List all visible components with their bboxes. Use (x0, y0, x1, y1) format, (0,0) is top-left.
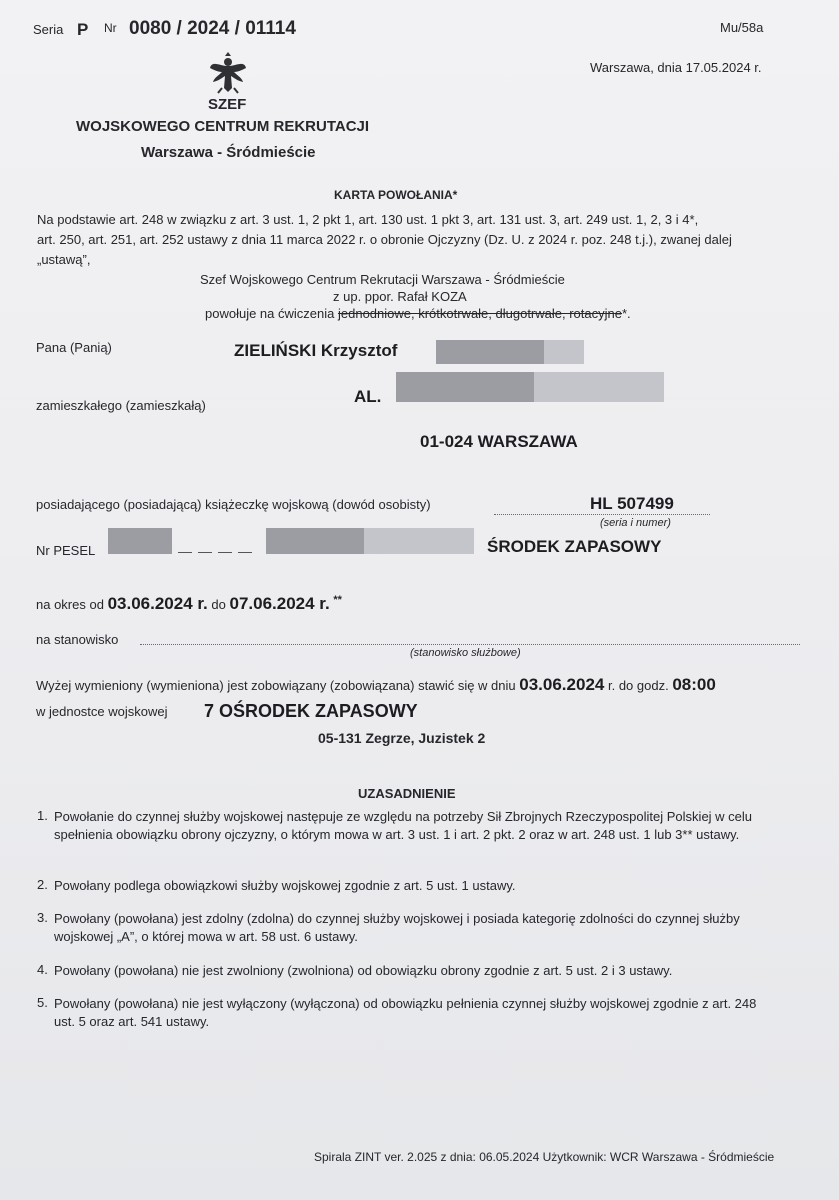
redaction-pesel-3 (364, 528, 474, 554)
redaction-name-light (544, 340, 584, 364)
authority-line-3: Warszawa - Śródmieście (141, 144, 316, 161)
unit-address: 05-131 Zegrze, Juzistek 2 (318, 730, 486, 746)
name-value: ZIELIŃSKI Krzysztof (234, 341, 398, 360)
legal-basis-line-1: Na podstawie art. 248 w związku z art. 3 ust. 1, 2 pkt 1, art. 130 ust. 1 pkt 3, art. 131 ust. 3, art. 249 ust. 1, 2, 3 i 4*, (37, 212, 699, 227)
document-underline (494, 514, 710, 515)
seria-label: Seria (33, 22, 64, 37)
nr-label: Nr (104, 21, 117, 35)
justification-item: Powołanie do czynnej służby wojskowej następuje ze względu na potrzeby Sił Zbrojnych Rzeczypospolitej Polskiej w celu spełnienia obowiązku obrony ojczyzny, o którym mowa w art. 3 ust. 1 i art. 2 pkt. 2 oraz w art. 248 ust. 1 lub 3** ustawy. (54, 809, 753, 842)
pesel-digit-box (178, 536, 192, 553)
pesel-digit-box (198, 536, 212, 553)
unit-name: 7 OŚRODEK ZAPASOWY (204, 701, 418, 721)
redaction-pesel-2 (266, 528, 364, 554)
redaction-address (396, 372, 534, 402)
period-to-label: do (211, 597, 226, 612)
exercise-prefix: powołuje na ćwiczenia (205, 306, 335, 321)
redaction-pesel-1 (108, 528, 172, 554)
place-date: Warszawa, dnia 17.05.2024 r. (590, 60, 762, 75)
seria-value: P (77, 20, 89, 39)
form-code: Mu/58a (720, 20, 764, 35)
report-time: 08:00 (672, 675, 716, 694)
address-label: zamieszkałego (zamieszkałą) (36, 398, 206, 413)
period-note: ** (333, 594, 342, 606)
redaction-name (436, 340, 544, 364)
issuer-line-2: z up. ppor. Rafał KOZA (333, 289, 467, 304)
item-number: 5. (37, 995, 48, 1010)
report-date: 03.06.2024 (519, 675, 605, 694)
unit-label: w jednostce wojskowej (36, 704, 168, 719)
item-number: 3. (37, 910, 48, 925)
pesel-label: Nr PESEL (36, 543, 96, 558)
report-line (36, 675, 716, 695)
period-line (36, 594, 342, 614)
pesel-digit-box (218, 536, 232, 553)
item-number: 4. (37, 962, 48, 977)
unit-short: ŚRODEK ZAPASOWY (487, 537, 662, 556)
justification-title: UZASADNIENIE (358, 786, 456, 801)
period-to: 07.06.2024 r. (229, 594, 330, 613)
authority-line-2: WOJSKOWEGO CENTRUM REKRUTACJI (76, 118, 370, 135)
legal-basis-line-3: „ustawą”, (37, 252, 91, 267)
document-label: posiadającego (posiadającą) książeczkę wojskową (dowód osobisty) (36, 497, 431, 512)
justification-item: Powołany podlega obowiązkowi służby wojskowej zgodnie z art. 5 ust. 1 ustawy. (54, 878, 516, 893)
exercise-types-struck: jednodniowe, krótkotrwałe, długotrwałe, rotacyjne (337, 306, 622, 321)
justification-item: Powołany (powołana) nie jest zwolniony (zwolniona) od obowiązku obrony zgodnie z art. 5 ust. 2 i 3 ustawy. (54, 963, 673, 978)
address-prefix: AL. (354, 387, 382, 406)
issuer-line-3 (205, 306, 631, 321)
period-from: 03.06.2024 r. (107, 594, 208, 613)
item-number: 2. (37, 877, 48, 892)
justification-item: Powołany (powołana) jest zdolny (zdolna) do czynnej służby wojskowej i posiada kategorię zdolności do czynnej służby wojskowej „A”, o której mowa w art. 58 ust. 6 ustawy. (54, 911, 740, 944)
document-title: KARTA POWOŁANIA* (334, 188, 458, 202)
city-value: 01-024 WARSZAWA (420, 432, 578, 451)
pesel-digit-box (238, 536, 252, 553)
position-caption: (stanowisko służbowe) (410, 647, 521, 659)
exercise-suffix: *. (621, 306, 631, 321)
period-prefix: na okres od (36, 597, 104, 612)
report-text: Wyżej wymieniony (wymieniona) jest zobowiązany (zobowiązana) stawić się w dniu (36, 678, 516, 693)
position-line (140, 644, 800, 645)
issuer-line-1: Szef Wojskowego Centrum Rekrutacji Warszawa - Śródmieście (200, 272, 565, 287)
authority-line-1: SZEF (208, 96, 247, 113)
footer-info: Spirala ZINT ver. 2.025 z dnia: 06.05.2024 Użytkownik: WCR Warszawa - Śródmieście (314, 1150, 775, 1164)
justification-item: Powołany (powołana) nie jest wyłączony (wyłączona) od obowiązku pełnienia czynnej służby wojskowej zgodnie z art. 248 ust. 5 oraz art. 541 ustawy. (54, 996, 757, 1029)
report-time-label: r. do godz. (607, 678, 669, 693)
document-value: HL 507499 (590, 494, 674, 513)
legal-basis-line-2: art. 250, art. 251, art. 252 ustawy z dnia 11 marca 2022 r. o obronie Ojczyzny (Dz. U. z 2024 r. poz. 248 t.j.), zwanej dalej (37, 232, 732, 247)
name-label: Pana (Panią) (36, 340, 112, 355)
document-caption: (seria i numer) (600, 517, 671, 529)
document-number: 0080 / 2024 / 01114 (129, 18, 296, 39)
eagle-emblem-icon (208, 48, 248, 96)
position-label: na stanowisko (36, 632, 119, 647)
redaction-address-light (534, 372, 664, 402)
item-number: 1. (37, 808, 48, 823)
